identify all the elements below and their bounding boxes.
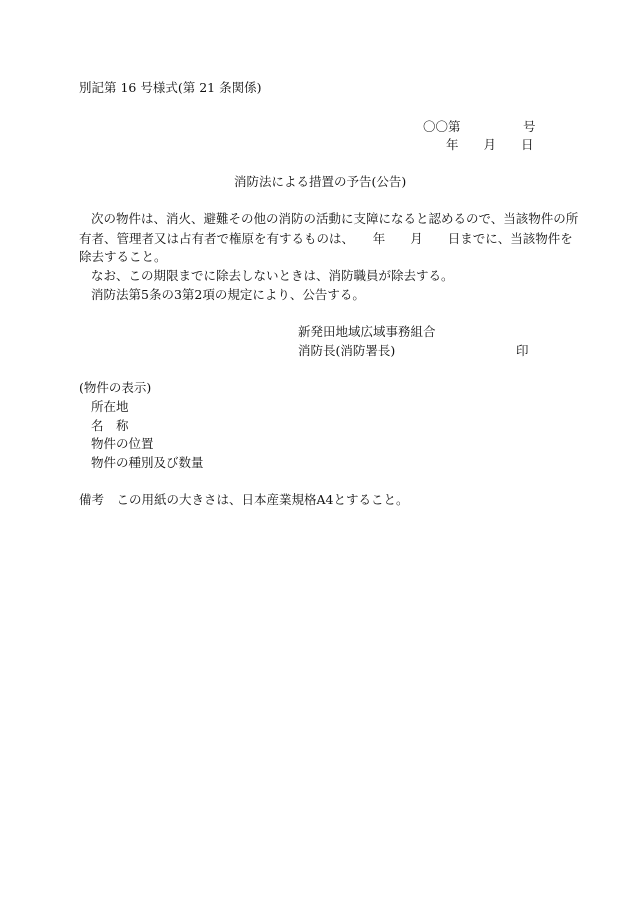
body-line-5: 消防法第5条の3第2項の規定により、公告する。 xyxy=(91,287,365,302)
document-date: 年 月 日 xyxy=(446,137,534,152)
property-item-type-quantity: 物件の種別及び数量 xyxy=(91,455,204,470)
notice-title: 消防法による措置の予告(公告) xyxy=(234,174,407,189)
body-line-2: 有者、管理者又は占有者で権原を有するものは、 年 月 日までに、当該物件を xyxy=(79,231,573,246)
property-item-location: 所在地 xyxy=(91,399,129,414)
remarks: 備考 この用紙の大きさは、日本産業規格A4とすること。 xyxy=(79,492,409,507)
form-reference: 別記第 16 号様式(第 21 条関係) xyxy=(79,80,262,95)
document-number: 〇〇第 号 xyxy=(423,119,536,134)
body-line-3: 除去すること。 xyxy=(79,249,167,264)
issuer-title: 消防長(消防署長) xyxy=(298,343,396,358)
property-heading: (物件の表示) xyxy=(79,380,152,395)
property-item-name: 名 称 xyxy=(91,418,129,433)
issuer-organization: 新発田地域広域事務組合 xyxy=(298,324,436,339)
body-line-4: なお、この期限までに除去しないときは、消防職員が除去する。 xyxy=(91,268,454,283)
property-item-position: 物件の位置 xyxy=(91,436,154,451)
body-line-1: 次の物件は、消火、避難その他の消防の活動に支障になると認めるので、当該物件の所 xyxy=(91,211,579,226)
seal-mark: 印 xyxy=(516,343,529,358)
